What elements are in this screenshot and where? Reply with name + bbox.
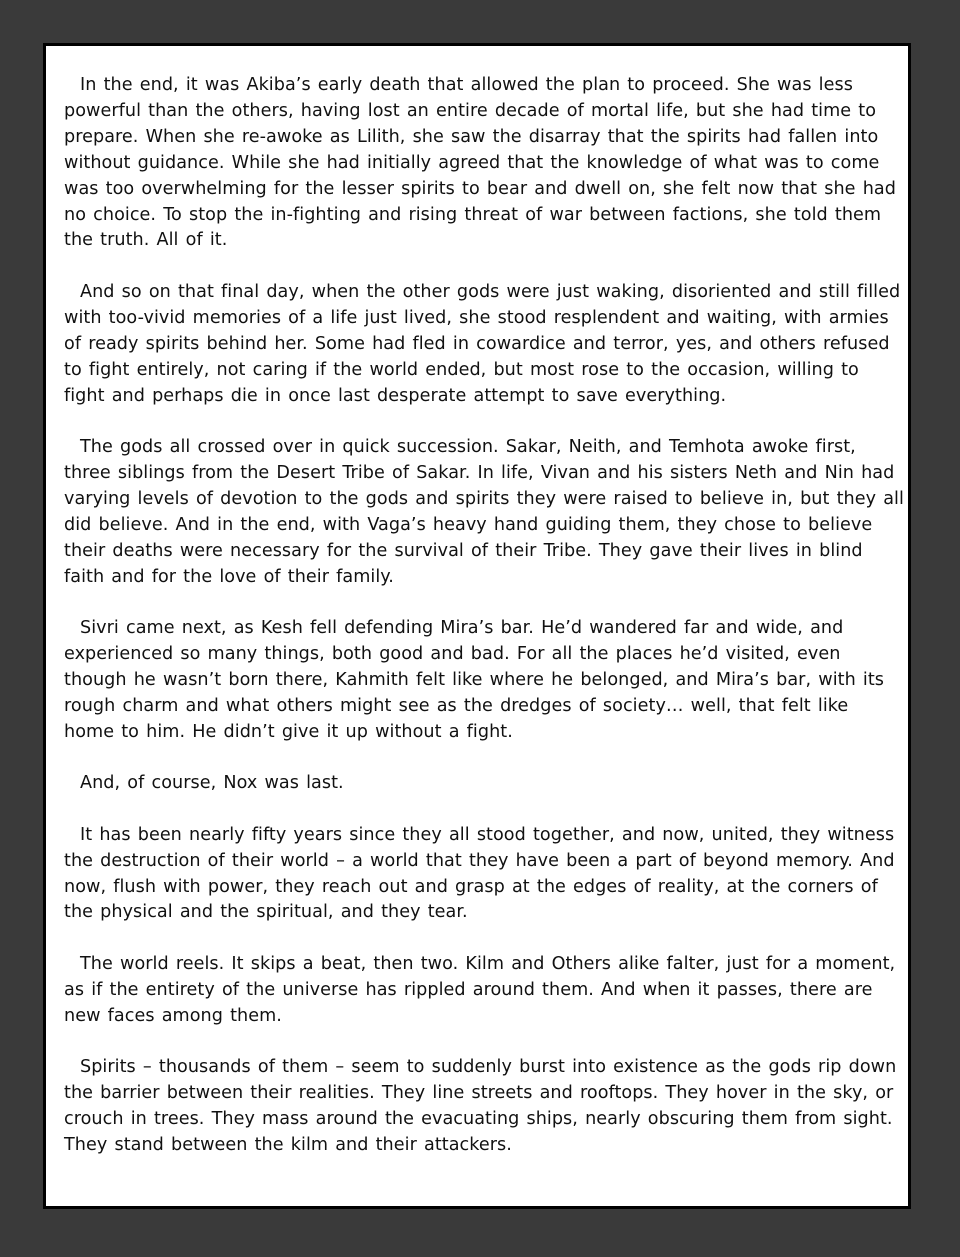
- paragraph: And, of course, Nox was last.: [80, 773, 344, 794]
- paragraph: The world reels. It skips a beat, then two. Kilm and Others alike falter, just for a moment, as if the entirety of the universe has rippled around them. And when it passes, there are new faces among them.: [64, 953, 896, 1026]
- story-text: [64, 73, 904, 1184]
- paragraph: Sivri came next, as Kesh fell defending Mira’s bar. He’d wandered far and wide, and experienced so many things, both good and bad. For all the places he’d visited, even though he wasn’t born there, Kahmith felt like where he belonged, and Mira’s bar, with its rough charm and what others might see as the dredges of society… well, that felt like home to him. He didn’t give it up without a fight.: [64, 618, 885, 742]
- paragraph: It has been nearly fifty years since they all stood together, and now, united, they witness the destruction of their world – a world that they have been a part of beyond memory. And now, flush with power, they reach out and grasp at the edges of reality, at the corners of the physical and the spiritual, and they tear.: [64, 824, 895, 923]
- paragraph: In the end, it was Akiba’s early death that allowed the plan to proceed. She was less powerful than the others, having lost an entire decade of mortal life, but she had time to prepare. When she re-awoke as Lilith, she saw the disarray that the spirits had fallen into without guidance. While she had initially agreed that the knowledge of what was to come was too overwhelming for the lesser spirits to bear and dwell on, she felt now that she had no choice. To stop the in-fighting and rising threat of war between factions, she told them the truth. All of it.: [64, 75, 896, 251]
- text-panel: [43, 43, 911, 1209]
- paragraph: The gods all crossed over in quick succession. Sakar, Neith, and Temhota awoke first, three siblings from the Desert Tribe of Sakar. In life, Vivan and his sisters Neth and Nin had varying levels of devotion to the gods and spirits they were raised to believe in, but they all did believe. And in the end, with Vaga’s heavy hand guiding them, they chose to believe their deaths were necessary for the survival of their Tribe. They gave their lives in blind faith and for the love of their family.: [64, 437, 904, 587]
- paragraph: And so on that final day, when the other gods were just waking, disoriented and still filled with too-vivid memories of a life just lived, she stood resplendent and waiting, with armies of ready spirits behind her. Some had fled in cowardice and terror, yes, and others refused to fight entirely, not caring if the world ended, but most rose to the occasion, willing to fight and perhaps die in once last desperate attempt to save everything.: [64, 281, 901, 406]
- paragraph: Spirits – thousands of them – seem to suddenly burst into existence as the gods rip down the barrier between their realities. They line streets and rooftops. They hover in the sky, or crouch in trees. They mass around the evacuating ships, nearly obscuring them from sight. They stand between the kilm and their attackers.: [64, 1057, 897, 1155]
